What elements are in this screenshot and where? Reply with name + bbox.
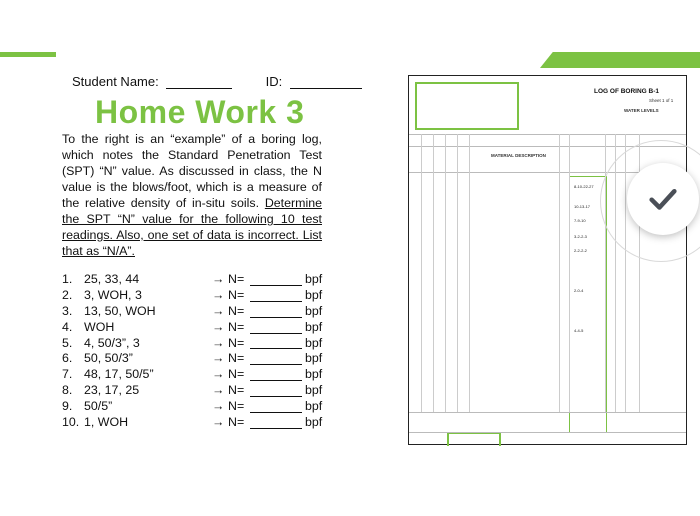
answer-unit: bpf [305,303,323,318]
log-grid-line [409,412,686,413]
water-levels-label: WATER LEVELS [624,108,659,113]
answer-unit: bpf [305,415,323,429]
item-value: WOH [84,319,115,334]
log-n-value: 3-2-2-3 [574,234,587,239]
item-value: 25, 33, 44 [84,271,140,286]
intro-text: To the right is an “example” of a boring log, which notes the Standard Penetration Test (SPT) “N” value. As discussed in class, the N value is the blows/foot, which is a measure of the relative density of in-situ soils. [62,132,322,210]
boring-log-sheet: Sheet 1 of 1 [649,98,674,103]
intro-paragraph [62,131,322,259]
answer-blank[interactable] [250,400,302,413]
check-icon [646,182,680,216]
log-n-value: 10-13-17 [574,204,591,209]
test-reading-item [62,367,322,383]
id-blank [290,75,362,89]
item-number: 10. [62,415,80,429]
answer-unit: bpf [305,271,323,286]
answer-blank[interactable] [250,321,302,334]
answer-prefix: N= [228,271,245,286]
test-reading-item [62,351,322,367]
student-name-blank [166,75,232,89]
answer-prefix: N= [228,399,245,414]
log-column-line [433,134,434,412]
arrow-icon: → [212,319,225,334]
item-number: 4. [62,319,73,334]
accent-bar-left [0,52,56,57]
test-readings-list [62,272,322,431]
item-number: 5. [62,335,73,350]
answer-unit: bpf [305,351,323,366]
arrow-icon: → [212,303,225,318]
answer-blank[interactable] [250,384,302,397]
log-grid-line [409,432,686,433]
answer-blank[interactable] [250,289,302,302]
answer-prefix: N= [228,287,245,302]
item-value: 23, 17, 25 [84,383,140,398]
log-footer-box [447,432,501,446]
item-number: 6. [62,351,73,366]
log-n-value: 7-9-10 [574,218,586,223]
log-column-line [445,134,446,412]
test-reading-item [62,383,322,399]
answer-unit: bpf [305,287,323,302]
item-number: 2. [62,287,73,302]
answer-prefix: N= [228,367,245,382]
answer-blank[interactable] [250,416,302,429]
test-reading-item [62,272,322,288]
item-value: 48, 17, 50/5” [84,367,154,382]
test-reading-item [62,336,322,352]
material-description-label: MATERIAL DESCRIPTION [491,153,546,158]
log-column-line [569,134,570,412]
test-reading-item [62,399,322,415]
answer-prefix: N= [228,383,245,398]
student-header [72,74,362,89]
test-reading-item [62,415,322,431]
answer-prefix: N= [228,319,245,334]
answer-blank[interactable] [250,305,302,318]
accent-bar-right [540,52,700,68]
arrow-icon: → [212,399,225,414]
answer-blank[interactable] [250,273,302,286]
log-n-value: 8-10-22-27 [574,184,594,189]
item-value: 13, 50, WOH [84,303,156,318]
student-name-label: Student Name: [72,74,159,89]
arrow-icon: → [212,367,225,382]
item-number: 7. [62,367,73,382]
answer-blank[interactable] [250,368,302,381]
arrow-icon: → [212,287,225,302]
item-value: 3, WOH, 3 [84,287,142,302]
answer-unit: bpf [305,383,323,398]
arrow-icon: → [212,415,225,429]
log-column-line [559,134,560,412]
item-number: 1. [62,271,73,286]
answer-prefix: N= [228,303,245,318]
arrow-icon: → [212,383,225,398]
log-n-value: 2-2-2-2 [574,248,587,253]
log-column-line [421,134,422,412]
answer-unit: bpf [305,367,323,382]
log-column-line [469,134,470,412]
check-badge[interactable] [627,163,699,235]
arrow-icon: → [212,335,225,350]
intro-instruction: Determine the SPT “N” value for the following 10 test readings. Also, one set of data is incorrect. List that as “N/A”. [62,196,322,258]
id-label: ID: [265,74,283,89]
arrow-icon: → [212,351,225,366]
answer-unit: bpf [305,399,323,414]
item-value: 50, 50/3” [84,351,133,366]
page-title: Home Work 3 [95,94,305,130]
log-header-box [415,82,519,130]
answer-prefix: N= [228,351,245,366]
boring-log-title: LOG OF BORING B-1 [594,88,659,95]
item-number: 3. [62,303,73,318]
item-value: 50/5” [84,399,113,414]
log-n-value: 4-4-5 [574,328,584,333]
item-value: 4, 50/3”, 3 [84,335,140,350]
answer-unit: bpf [305,319,323,334]
arrow-icon: → [212,271,225,286]
log-column-line [457,134,458,412]
log-grid-line [409,134,686,135]
answer-prefix: N= [228,335,245,350]
answer-blank[interactable] [250,352,302,365]
item-value: 1, WOH [84,415,129,429]
test-reading-item [62,320,322,336]
answer-blank[interactable] [250,336,302,349]
test-reading-item [62,304,322,320]
answer-prefix: N= [228,415,245,429]
answer-unit: bpf [305,335,323,350]
log-n-value: 2-0-4 [574,288,584,293]
test-reading-item [62,288,322,304]
item-number: 9. [62,399,73,414]
item-number: 8. [62,383,73,398]
